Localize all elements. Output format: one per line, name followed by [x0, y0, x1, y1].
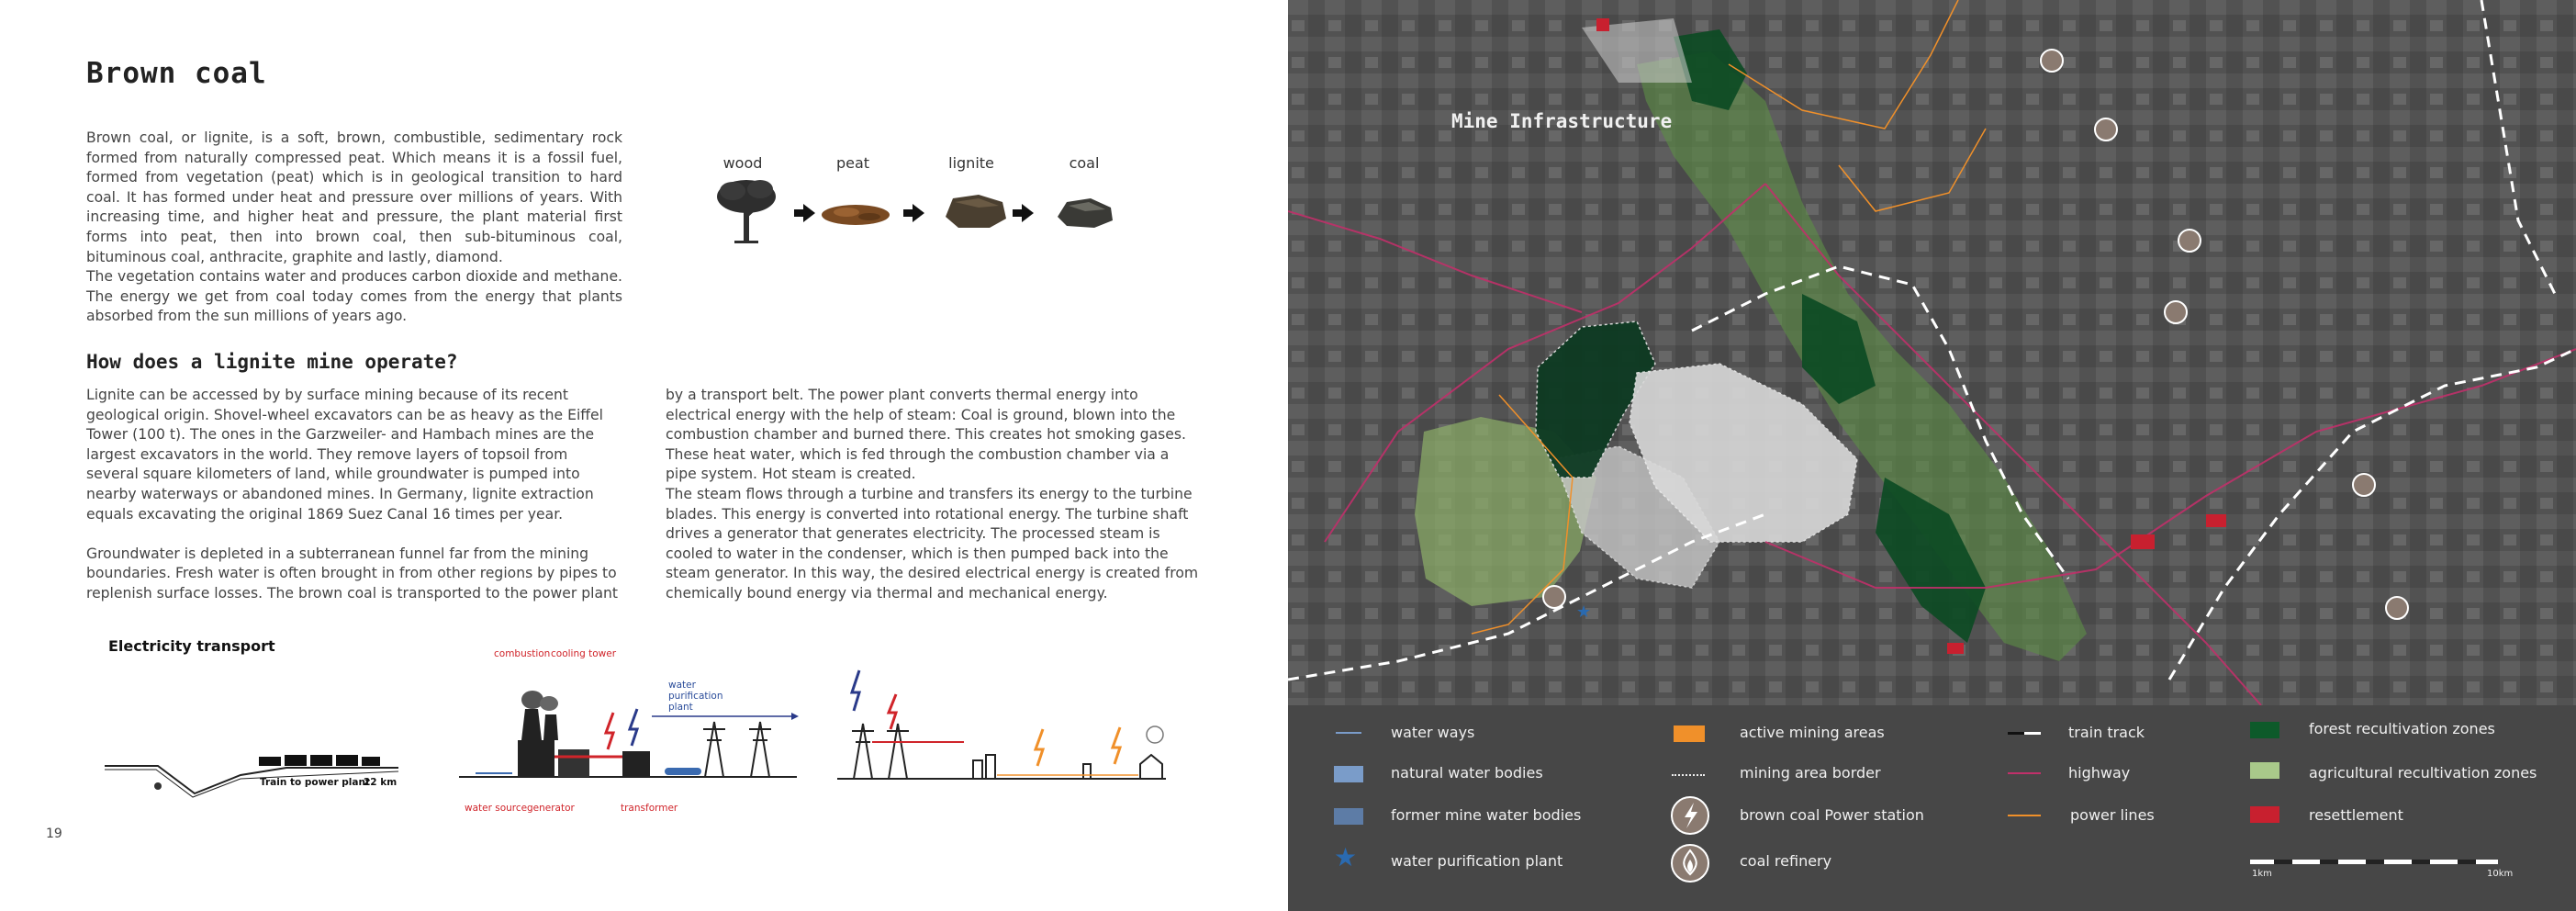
legend-power-lines: power lines	[2070, 806, 2155, 824]
section-subtitle: How does a lignite mine operate?	[86, 351, 458, 373]
former-mine-water-symbol	[1334, 808, 1363, 825]
legend-agricultural: agricultural recultivation zones	[2309, 764, 2537, 782]
legend-power-station: brown coal Power station	[1740, 806, 1924, 824]
natural-water-symbol	[1334, 766, 1363, 782]
legend-mining-border: mining area border	[1740, 764, 1881, 782]
train-label: Train to power plant	[260, 777, 370, 788]
arrow-icon	[1022, 204, 1034, 222]
intro-paragraph-2: The vegetation contains water and produces carbon dioxide and methane. The energy we get from coal today comes from the energy that plants absorbed from the sun millions of years ago.	[86, 268, 622, 325]
intro-paragraph-1: Brown coal, or lignite, is a soft, brown, combustible, sedimentary rock formed from naturally compressed peat. Which means it is a fossil fuel, formed from vegetation (peat) which is in geological transition to hard coal. It has formed under heat and pressure over millions of years. With increasing time, and higher heat and pressure, the plant material first forms into peat, then into brown coal, then sub-bituminous coal, bituminous coal, anthracite, graphite and lastly, diamond.	[86, 129, 622, 265]
active-mining-symbol	[1674, 725, 1705, 742]
left-page	[0, 0, 1285, 911]
resettlement-symbol	[2250, 806, 2279, 823]
coal-refinery-icon	[1670, 843, 1710, 883]
forest-symbol	[2250, 722, 2279, 738]
page-number: 19	[46, 827, 62, 841]
map-title: Mine Infrastructure	[1451, 110, 1673, 132]
map-canvas	[1288, 0, 2576, 705]
scale-start-label: 1km	[2252, 869, 2272, 879]
star-icon: ★	[1334, 842, 1358, 872]
scale-end-label: 10km	[2487, 869, 2514, 879]
legend-coal-refinery: coal refinery	[1740, 852, 1832, 870]
legend-highway: highway	[2068, 764, 2131, 782]
mining-border-symbol	[1672, 774, 1705, 776]
legend-water-purification: water purification plant	[1391, 852, 1563, 870]
water-purification-marker: ★	[1576, 602, 1592, 622]
train-track-symbol-dark	[2008, 732, 2024, 735]
legend-resettlement: resettlement	[2309, 806, 2403, 824]
column2-paragraph-1: by a transport belt. The power plant converts thermal energy into electrical energy with the help of steam: Coal is ground, blown into the combustion chamber and burned there. This creates hot smoking gases. These heat water, which is fed through the combustion chamber via a pipe system. Hot steam is created.	[666, 387, 1186, 483]
tree-icon	[714, 176, 778, 246]
legend-water-ways: water ways	[1391, 724, 1475, 741]
column1-paragraph-1: Lignite can be accessed by by surface mining because of its recent geological origin. Shovel-wheel excavators can be as heavy as the Eiffel Tower (100 t). The ones in the Garzweiler- and Hambach mines are the largest excavators in the world. They remove layers of topsoil from several square kilometers of land, while groundwater is pumped into nearby waterways or abandoned mines. In Germany, lignite extraction equals excavating the original 1869 Suez Canal 16 times per year.	[86, 387, 603, 523]
column2-paragraph-2: The steam flows through a turbine and transfers its energy to the turbine blades. This energy is converted into rotational energy. The turbine shaft drives a generator that generates electricity. The processed steam is cooled to water in the condenser, which is then pumped back into the steam generator. In this way, the desired electrical energy is created from chemically bound energy via thermal and mechanical energy.	[666, 485, 1199, 602]
arrow-icon	[913, 204, 924, 222]
transformer-label: transformer	[621, 803, 678, 814]
agricultural-symbol	[2250, 762, 2279, 779]
grid-diagram	[835, 665, 1171, 784]
combustion-label: combustion	[494, 648, 551, 659]
body-column-2	[666, 386, 1200, 604]
body-column-1	[86, 386, 622, 604]
water-purification-label: water purification plant	[668, 680, 723, 713]
process-label-peat: peat	[835, 154, 870, 172]
intro-text	[86, 129, 622, 327]
water-ways-symbol	[1336, 732, 1361, 734]
coal-icon	[1054, 197, 1116, 230]
cooling-tower-label: cooling tower	[551, 648, 617, 659]
map-page	[1288, 0, 2576, 911]
power-lines-symbol	[2008, 815, 2041, 816]
lignite-icon	[942, 191, 1008, 231]
train-diagram	[103, 735, 406, 808]
legend-natural-water: natural water bodies	[1391, 764, 1543, 782]
process-label-wood: wood	[722, 154, 763, 172]
train-track-symbol-light	[2024, 732, 2041, 735]
power-station-icon	[1670, 795, 1710, 836]
water-source-label: water source	[465, 803, 528, 814]
map-legend	[1288, 705, 2576, 911]
distance-label: 22 km	[364, 777, 398, 788]
legend-active-mining: active mining areas	[1740, 724, 1885, 741]
legend-former-mine-water: former mine water bodies	[1391, 806, 1582, 824]
process-label-coal: coal	[1069, 154, 1100, 172]
electricity-transport-title: Electricity transport	[108, 637, 275, 655]
legend-forest: forest recultivation zones	[2309, 720, 2495, 737]
column1-paragraph-2: Groundwater is depleted in a subterranean funnel far from the mining boundaries. Fresh water is often brought in from other regions by pipes to replenish surface losses. The brown coal is transported to the power plant	[86, 545, 619, 602]
page-title: Brown coal	[86, 57, 267, 90]
legend-train-track: train track	[2068, 724, 2145, 741]
scale-bar	[2250, 858, 2500, 867]
peat-icon	[819, 200, 892, 228]
power-plant-diagram	[457, 661, 802, 799]
process-label-lignite: lignite	[948, 154, 994, 172]
generator-label: generator	[527, 803, 575, 814]
highway-symbol	[2008, 772, 2041, 774]
arrow-icon	[803, 204, 815, 222]
